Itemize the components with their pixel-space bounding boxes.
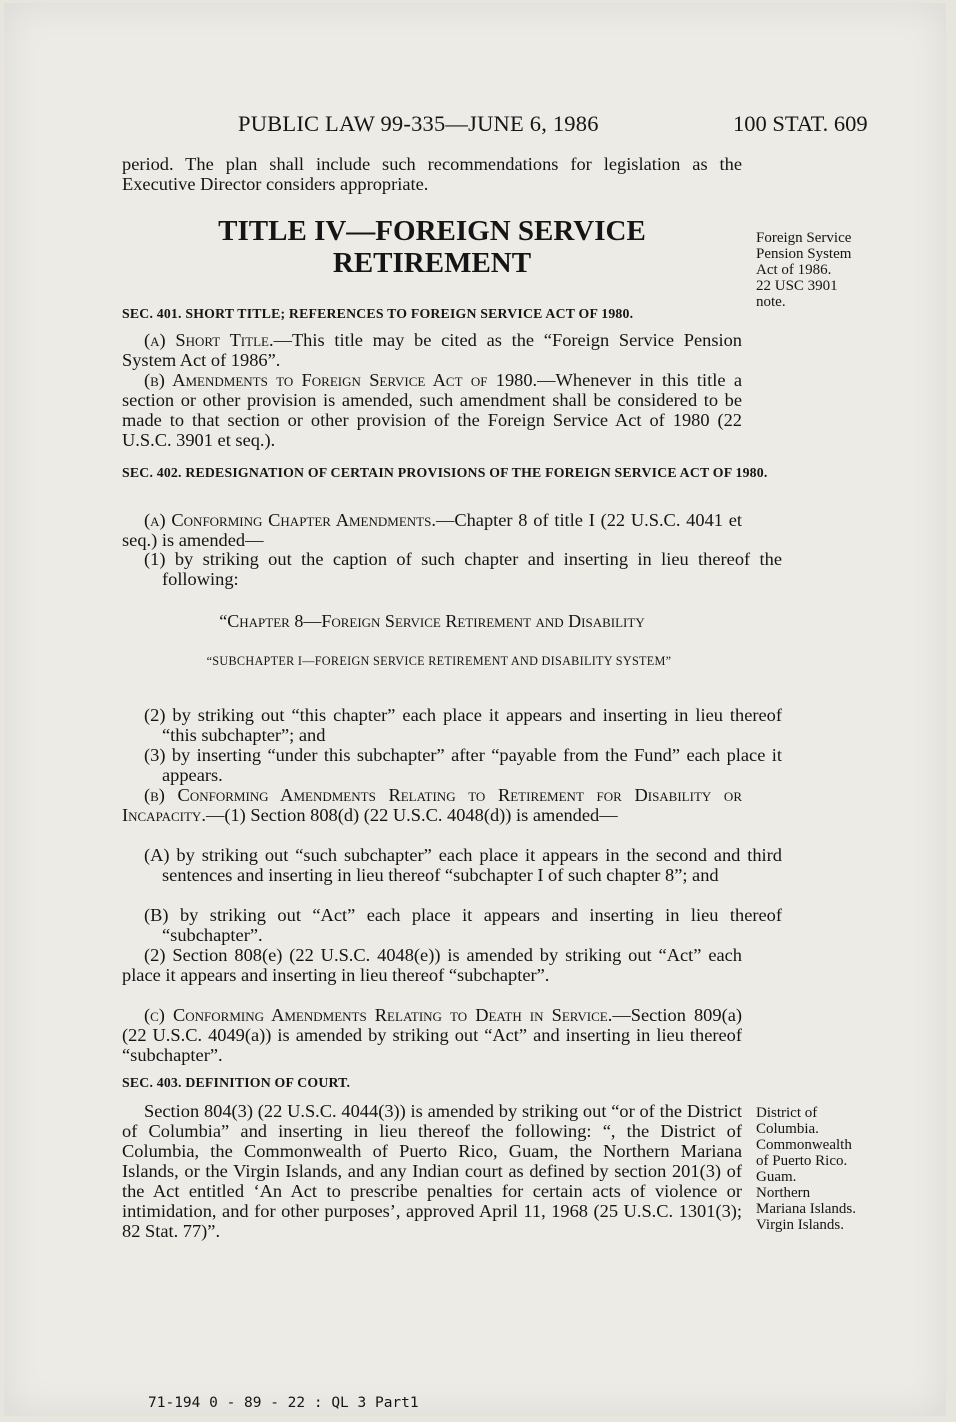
section-403-text: Section 804(3) (22 U.S.C. 4044(3)) is amended by striking out “or of the District of Columbia” and inserting in lieu thereof the following: “, the District of Columbia, the Commonwealth of Puerto Rico, Guam, the Northern Mariana Islands, or the Virgin Islands, and any Indian court as defined by section 201(3) of the Act entitled ‘An Act to prescribe penalties for certain acts of violence or intimidation, and for other purposes’, approved April 11, 1968 (25 U.S.C. 1301(3); 82 Stat. 77)”. (122, 1101, 742, 1241)
section-402-a-2: (2) by striking out “this chapter” each place it appears and inserting in lieu thereof “this subchapter”; and (144, 705, 782, 745)
section-402-a-1: (1) by striking out the caption of such chapter and inserting in lieu thereof the following: (144, 549, 782, 589)
section-402-b-B: (B) by striking out “Act” each place it appears and inserting in lieu thereof “subchapter”. (144, 905, 782, 945)
intro-paragraph: period. The plan shall include such recommendations for legislation as the Executive Director considers appropriate. (122, 154, 742, 194)
subsection-text: —Chapter 8 of title I (22 U.S.C. 4041 et seq.) is amended— (122, 510, 742, 550)
page-stat-number: 100 STAT. 609 (733, 111, 868, 136)
subsection-label: (c) Conforming Amendments Relating to Death in Service. (144, 1005, 613, 1025)
subchapter-caption: “SUBCHAPTER I—FOREIGN SERVICE RETIREMENT AND DISABILITY SYSTEM” (206, 654, 672, 668)
margin-note-pension-system (756, 230, 896, 310)
margin-note-line: Commonwealth (756, 1137, 852, 1153)
section-402-a-3: (3) by inserting “under this subchapter” after “payable from the Fund” each place it appears. (144, 745, 782, 785)
title-line-1: TITLE IV—FOREIGN SERVICE (218, 215, 646, 247)
section-403-heading: SEC. 403. DEFINITION OF COURT. (122, 1075, 351, 1090)
section-401-b (122, 370, 742, 450)
subsection-text: —Whenever in this title a section or other provision is amended, such amendment shall be considered to be made to that section or other provision of the Foreign Service Act of 1980 (22 U.S.C. 3901 et seq.). (122, 370, 742, 450)
print-job-code: 71-194 0 - 89 - 22 : QL 3 Part1 (148, 1395, 419, 1411)
margin-note-line: Guam. (756, 1169, 797, 1185)
section-401-a (122, 330, 742, 370)
section-402-b (122, 785, 742, 825)
section-402-a (122, 510, 742, 550)
margin-note-line: note. (756, 294, 786, 310)
section-402-b-2: (2) Section 808(e) (22 U.S.C. 4048(e)) is amended by striking out “Act” each place it appears and inserting in lieu thereof “subchapter”. (122, 945, 742, 985)
document-page (4, 3, 946, 1416)
subsection-label: (a) Conforming Chapter Amendments. (144, 510, 436, 530)
margin-note-line: Columbia. (756, 1121, 819, 1137)
section-402-c (122, 1005, 742, 1065)
title-line-2: RETIREMENT (332, 247, 532, 279)
section-402-b-A: (A) by striking out “such subchapter” each place it appears in the second and third sentences and inserting in lieu thereof “subchapter I of such chapter 8”; and (144, 845, 782, 885)
margin-note-jurisdictions (756, 1105, 896, 1233)
margin-note-line: Virgin Islands. (756, 1217, 844, 1233)
margin-note-line: Mariana Islands. (756, 1201, 856, 1217)
margin-note-line: Pension System (756, 246, 852, 262)
margin-note-line: of Puerto Rico. (756, 1153, 848, 1169)
section-401-heading: SEC. 401. SHORT TITLE; REFERENCES TO FOREIGN SERVICE ACT OF 1980. (122, 306, 634, 321)
margin-note-line: Act of 1986. (756, 262, 832, 278)
margin-note-line: District of (756, 1105, 818, 1121)
subsection-label: (b) Conforming Amendments Relating to Retirement for Disability or Incapacity. (122, 785, 742, 825)
chapter-caption: “Chapter 8—Foreign Service Retirement and Disability (219, 611, 645, 631)
subsection-label: (a) Short Title. (144, 330, 274, 350)
running-header: PUBLIC LAW 99-335—JUNE 6, 1986 (238, 111, 599, 136)
subsection-text: —(1) Section 808(d) (22 U.S.C. 4048(d)) is amended— (205, 805, 618, 825)
section-402-heading: SEC. 402. REDESIGNATION OF CERTAIN PROVISIONS OF THE FOREIGN SERVICE ACT OF 1980. (122, 465, 768, 480)
margin-note-line: Foreign Service (756, 230, 852, 246)
margin-note-line: Northern (756, 1185, 811, 1201)
margin-note-line: 22 USC 3901 (756, 278, 838, 294)
title-heading (122, 215, 742, 279)
subsection-label: (b) Amendments to Foreign Service Act of 1980. (144, 370, 538, 390)
subsection-text: —This title may be cited as the “Foreign Service Pension System Act of 1986”. (122, 330, 742, 370)
subsection-text: —Section 809(a) (22 U.S.C. 4049(a)) is amended by striking out “Act” and inserting in lieu thereof “subchapter”. (122, 1005, 742, 1065)
